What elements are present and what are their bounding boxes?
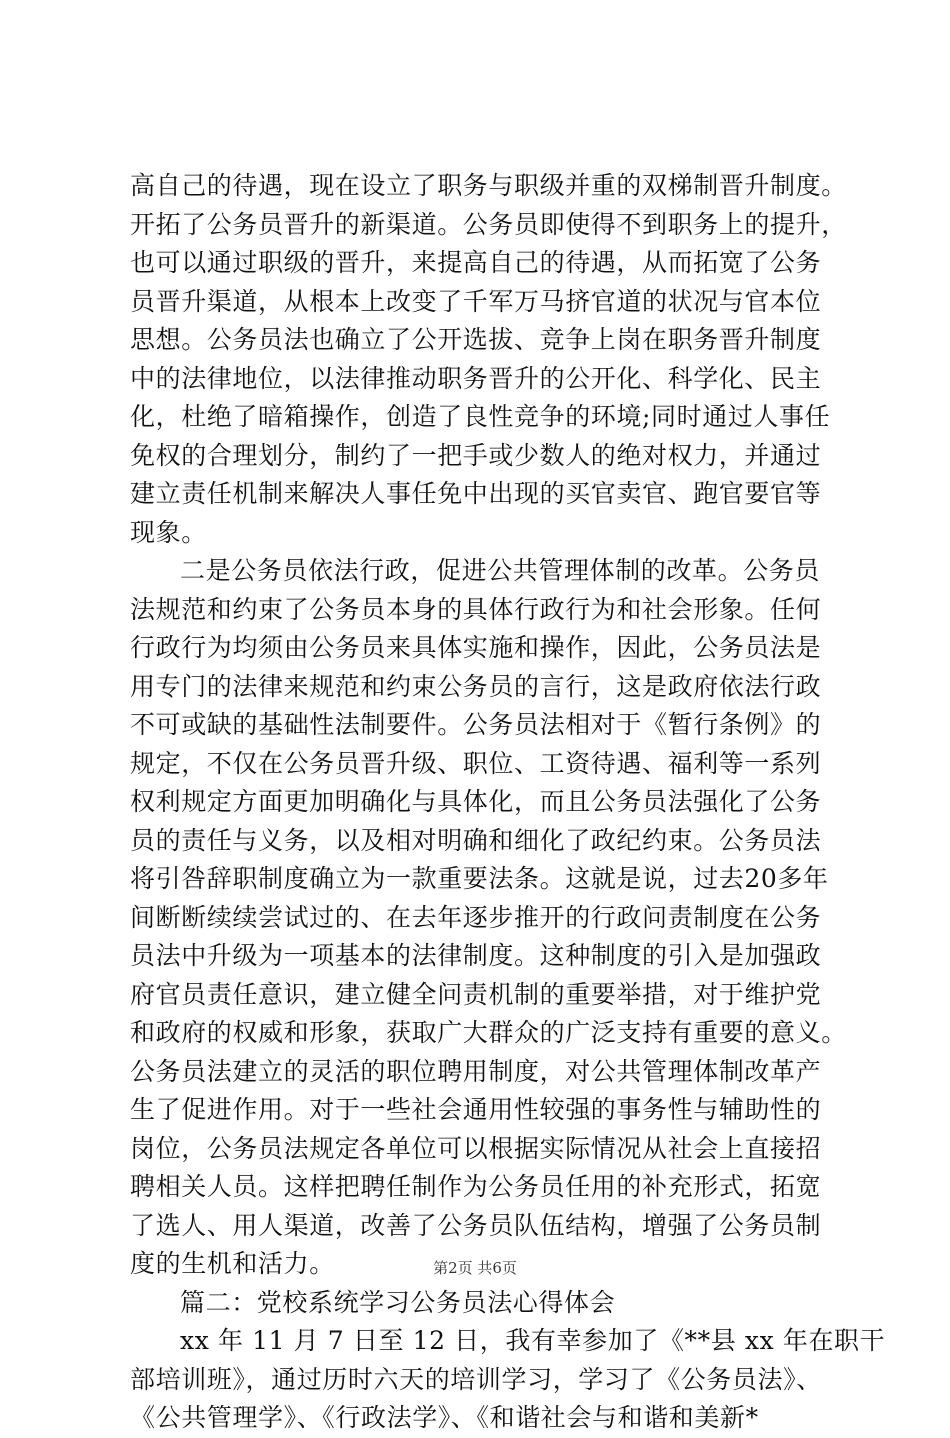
body-line: 了选人、用人渠道，改善了公务员队伍结构，增强了公务员制 bbox=[130, 1210, 822, 1240]
paragraph-start-line: xx 年 11 月 7 日至 12 日，我有幸参加了《**县 xx 年在职干 bbox=[180, 1326, 886, 1355]
body-line: 也可以通过职级的晋升，来提高自己的待遇，从而拓宽了公务 bbox=[130, 248, 822, 277]
body-line: 高自己的待遇，现在设立了职务与职级并重的双梯制晋升制度。 bbox=[130, 171, 847, 200]
body-line: 思想。公务员法也确立了公开选拔、竞争上岗在职务晋升制度 bbox=[130, 325, 822, 354]
body-line: 岗位，公务员法规定各单位可以根据实际情况从社会上直接招 bbox=[130, 1133, 822, 1163]
body-line: 员的责任与义务，以及相对明确和细化了政纪约束。公务员法 bbox=[130, 825, 822, 855]
body-line: 员法中升级为一项基本的法律制度。这种制度的引入是加强政 bbox=[130, 941, 822, 970]
body-line: 和政府的权威和形象，获取广大群众的广泛支持有重要的意义。 bbox=[130, 1018, 847, 1047]
body-line: 权利规定方面更加明确化与具体化，而且公务员法强化了公务 bbox=[130, 787, 822, 816]
body-line: 公务员法建立的灵活的职位聘用制度，对公共管理体制改革产 bbox=[130, 1056, 822, 1086]
body-line: 用专门的法律来规范和约束公务员的言行，这是政府依法行政 bbox=[130, 671, 822, 701]
body-line: 建立责任机制来解决人事任免中出现的买官卖官、跑官要官等 bbox=[130, 479, 822, 508]
body-line: 规定，不仅在公务员晋升级、职位、工资待遇、福利等一系列 bbox=[130, 748, 822, 778]
body-line: 《公共管理学》、《行政法学》、《和谐社会与和谐和美新* bbox=[130, 1403, 759, 1432]
body-line: 生了促进作用。对于一些社会通用性较强的事务性与辅助性的 bbox=[130, 1095, 822, 1124]
body-line: 开拓了公务员晋升的新渠道。公务员即使得不到职务上的提升， bbox=[130, 209, 847, 239]
body-line: 免权的合理划分，制约了一把手或少数人的绝对权力，并通过 bbox=[130, 440, 822, 470]
body-line: 法规范和约束了公务员本身的具体行政行为和社会形象。任何 bbox=[130, 594, 822, 624]
body-line: 间断断续续尝试过的、在去年逐步推开的行政问责制度在公务 bbox=[130, 902, 822, 932]
body-line: 度的生机和活力。 bbox=[130, 1249, 335, 1278]
body-line: 中的法律地位，以法律推动职务晋升的公开化、科学化、民主 bbox=[130, 363, 822, 393]
body-line: 员晋升渠道，从根本上改变了千军万马挤官道的状况与官本位 bbox=[130, 286, 822, 316]
body-line: 现象。 bbox=[130, 517, 207, 547]
body-line: 化，杜绝了暗箱操作，创造了良性竞争的环境;同时通过人事任 bbox=[130, 402, 831, 431]
document-body bbox=[130, 167, 886, 1438]
body-line: 行政行为均须由公务员来具体实施和操作，因此，公务员法是 bbox=[130, 633, 822, 662]
body-line: 将引咎辞职制度确立为一款重要法条。这就是说，过去20多年 bbox=[130, 864, 829, 893]
body-line: 府官员责任意识，建立健全问责机制的重要举措，对于维护党 bbox=[130, 979, 822, 1009]
body-line: 不可或缺的基础性法制要件。公务员法相对于《暂行条例》的 bbox=[130, 710, 822, 739]
page-number: 第2页 共6页 bbox=[433, 1259, 517, 1277]
section-heading: 篇二：党校系统学习公务员法心得体会 bbox=[180, 1287, 616, 1317]
body-line: 聘相关人员。这样把聘任制作为公务员任用的补充形式，拓宽 bbox=[130, 1172, 822, 1201]
body-line: 部培训班》，通过历时六天的培训学习，学习了《公务员法》、 bbox=[130, 1364, 822, 1394]
page-footer bbox=[0, 1257, 950, 1278]
paragraph-start-line: 二是公务员依法行政，促进公共管理体制的改革。公务员 bbox=[180, 556, 821, 585]
